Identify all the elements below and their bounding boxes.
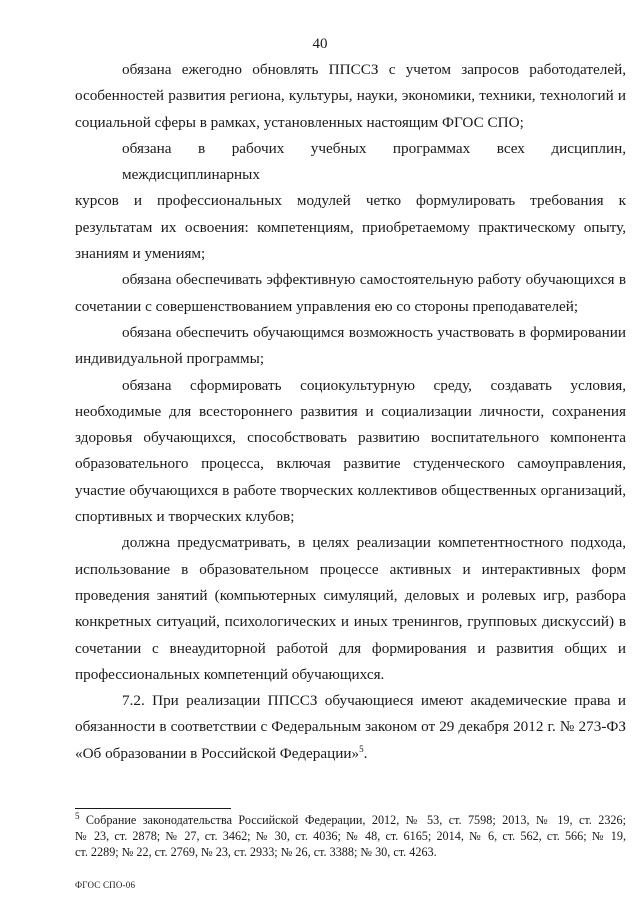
- page-number: 40: [312, 36, 328, 52]
- text-line: социальной сферы в рамках, установленных настоящим ФГОС СПО;: [75, 113, 524, 131]
- paragraph-update-program: [75, 57, 626, 136]
- footnote-line: [75, 812, 626, 828]
- text-line: проведения занятий (компьютерных симуляций, деловых и ролевых игр, разбора: [75, 586, 626, 604]
- text-fragment: Собрание законодательства Российской Федерации, 2012, № 53, ст. 7598; 2013, № 19, ст. 2326;: [85, 813, 626, 827]
- paragraph-independent-work: [75, 267, 626, 320]
- page-footer-label: ФГОС СПО-06: [75, 880, 136, 890]
- text-line: конкретных ситуаций, психологических и иных тренингов, групповых дискуссий) в: [75, 613, 626, 631]
- text-line: знаниям и умениям;: [75, 245, 206, 263]
- text-line: использование в образовательном процессе активных и интерактивных форм: [75, 560, 626, 578]
- text-line: обязана сформировать социокультурную среду, создавать условия,: [122, 376, 626, 394]
- text-line: сочетании с внеаудиторной работой для формирования и развития общих и: [75, 639, 626, 657]
- footnote-divider: [75, 808, 231, 809]
- text-line: необходимые для всестороннего развития и социализации личности, сохранения: [75, 402, 626, 420]
- text-line: обязана в рабочих учебных программах всех дисциплин, междисциплинарных: [122, 139, 626, 184]
- text-line: здоровья обучающихся, способствовать развитию воспитательного компонента: [75, 429, 626, 447]
- paragraph-individual-program: [75, 320, 626, 373]
- text-line-with-footnote: [75, 741, 626, 767]
- text-line: должна предусматривать, в целях реализации компетентностного подхода,: [122, 534, 626, 552]
- footnote-marker: 5: [75, 810, 80, 821]
- footnote-reference[interactable]: 5: [359, 743, 364, 754]
- footnote-line: ст. 2289; № 22, ст. 2769, № 23, ст. 2933; № 26, ст. 3388; № 30, ст. 4263.: [75, 845, 437, 860]
- text-line: спортивных и творческих клубов;: [75, 508, 295, 526]
- text-line: результатам их освоения: компетенциям, приобретаемому практическому опыту,: [75, 218, 626, 236]
- text-line: обязана ежегодно обновлять ППССЗ с учетом запросов работодателей,: [122, 61, 626, 78]
- footnote-line: № 23, ст. 2878; № 27, ст. 3462; № 30, ст. 4036; № 48, ст. 6165; 2014, № 6, ст. 562, ст. 566; № 19,: [75, 829, 626, 844]
- text-fragment: «Об образовании в Российской Федерации»: [75, 744, 360, 762]
- text-line: обязана обеспечить обучающимся возможность участвовать в формировании: [122, 323, 626, 341]
- footnote: [75, 812, 626, 861]
- body-text: [75, 57, 626, 767]
- paragraph-sociocultural-environment: [75, 373, 626, 531]
- text-line: сочетании с совершенствованием управления ею со стороны преподавателей;: [75, 297, 579, 315]
- paragraph-learning-outcomes: [75, 136, 626, 267]
- paragraph-section-7-2: [75, 688, 626, 767]
- paragraph-competence-approach: [75, 530, 626, 688]
- text-line: индивидуальной программы;: [75, 350, 265, 368]
- text-fragment: .: [363, 744, 368, 762]
- text-line: 7.2. При реализации ППССЗ обучающиеся имеют академические права и: [122, 692, 626, 710]
- text-line: курсов и профессиональных модулей четко формулировать требования к: [75, 192, 626, 210]
- text-line: обязана обеспечивать эффективную самостоятельную работу обучающихся в: [122, 271, 626, 289]
- text-line: участие обучающихся в работе творческих коллективов общественных организаций,: [75, 481, 626, 499]
- text-line: обязанности в соответствии с Федеральным законом от 29 декабря 2012 г. № 273-ФЗ: [75, 718, 626, 736]
- text-line: профессиональных компетенций обучающихся.: [75, 665, 385, 683]
- text-line: особенностей развития региона, культуры, науки, экономики, техники, технологий и: [75, 87, 626, 105]
- text-line: образовательного процесса, включая развитие студенческого самоуправления,: [75, 455, 626, 473]
